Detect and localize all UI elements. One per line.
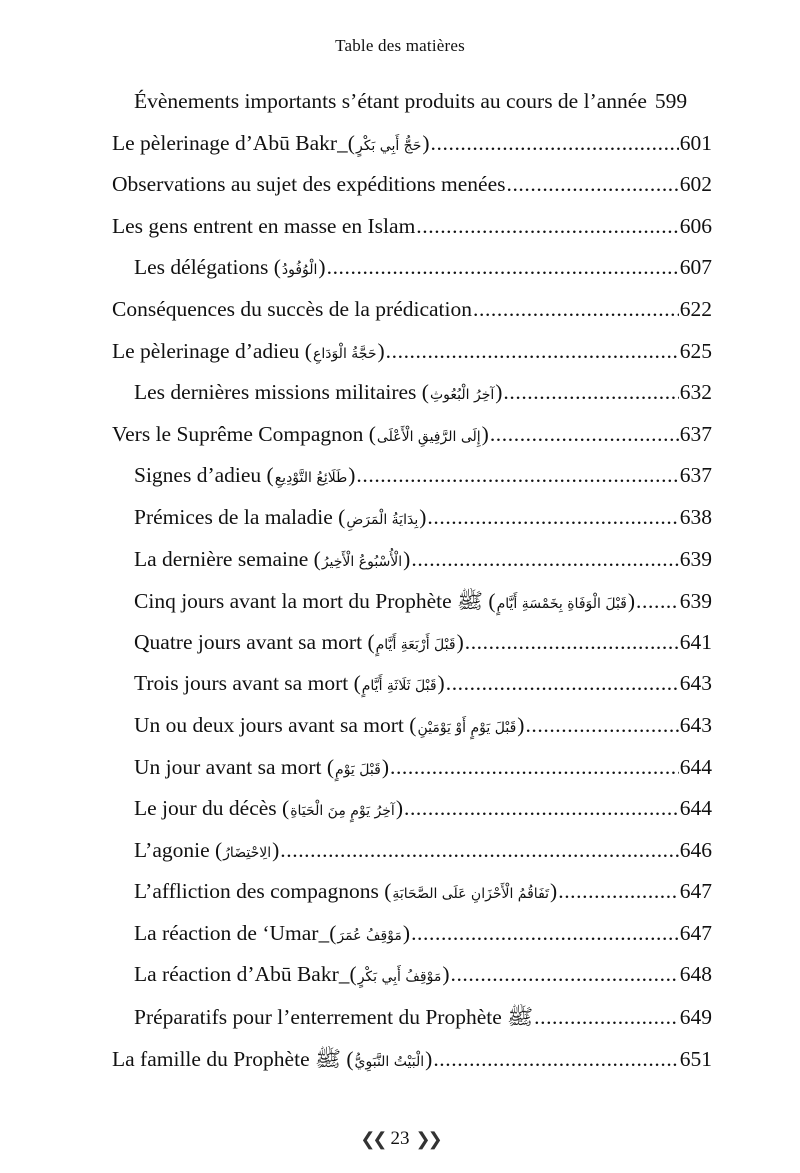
dot-leader — [411, 547, 678, 572]
toc-entry-arabic: إِلَى الرَّفِيقِ الْأَعْلَى — [376, 428, 481, 445]
toc-entry-page: 637 — [679, 463, 712, 488]
toc-entry[interactable] — [112, 588, 712, 630]
toc-entry-paren: ) — [437, 671, 445, 696]
toc-entry[interactable] — [112, 463, 712, 505]
toc-entry-paren: ) — [517, 712, 525, 737]
dot-leader — [433, 1047, 678, 1072]
toc-entry-page: 647 — [679, 879, 712, 904]
toc-entry[interactable] — [112, 796, 712, 838]
toc-entry[interactable] — [112, 630, 712, 672]
toc-entry-title: Le pèlerinage d’Abū Bakr ̲ ( — [112, 130, 355, 155]
toc-entry[interactable] — [112, 255, 712, 297]
toc-entry-paren: ) — [377, 338, 385, 363]
toc-entry-paren: ) — [481, 421, 489, 446]
toc-entry[interactable] — [112, 547, 712, 589]
toc-entry-paren: ) — [395, 796, 403, 821]
toc-entry-title: Les délégations ( — [134, 255, 281, 280]
toc-entry-arabic: قَبْلَ أَرْبَعَةِ أَيَّامٍ — [375, 636, 456, 653]
toc-entry-title: Signes d’adieu ( — [134, 463, 274, 488]
toc-entry-arabic: آخِرُ يَوْمٍ مِنَ الْحَيَاةِ — [290, 803, 395, 820]
dot-leader — [534, 1005, 679, 1030]
toc-entry-page: 643 — [679, 712, 712, 737]
toc-entry-arabic: آخِرُ الْبُعُوثِ — [429, 387, 495, 404]
toc-entry-page: 607 — [679, 255, 712, 280]
toc-entry[interactable] — [112, 214, 712, 256]
dot-leader — [411, 921, 679, 946]
toc-entry-title: Préparatifs pour l’enterrement du Prophète ﷺ — [134, 1005, 534, 1030]
toc-entry[interactable] — [112, 89, 712, 131]
dot-leader — [558, 879, 679, 904]
left-ornament-icon: ❮❮ — [360, 1128, 385, 1149]
toc-entry-arabic: الِاحْتِضَارُ — [223, 844, 272, 861]
toc-entry-title: La réaction d’Abū Bakr ̲ ( — [134, 962, 357, 987]
toc-entry-page: 643 — [679, 671, 712, 696]
toc-entry[interactable] — [112, 172, 712, 214]
toc-entry-page: 632 — [679, 380, 712, 405]
toc-entry[interactable] — [112, 1004, 712, 1046]
toc-entry-paren: ) — [348, 463, 356, 488]
toc-entry-page: 637 — [679, 421, 712, 446]
dot-leader — [525, 713, 678, 738]
toc-entry-paren: ) — [495, 380, 503, 405]
toc-entry-paren: ) — [403, 546, 411, 571]
toc-entry-title: Le jour du décès ( — [134, 796, 290, 821]
toc-entry-arabic: الْأُسْبُوعُ الْأَخِيرُ — [321, 553, 403, 570]
toc-entry-paren: ) — [318, 255, 326, 280]
toc-entry-paren: ) — [402, 920, 411, 945]
dot-leader — [450, 962, 678, 987]
toc-entry-page: 649 — [679, 1005, 712, 1030]
toc-entry-paren: ) — [550, 879, 558, 904]
toc-entry-paren: ) — [422, 130, 430, 155]
toc-entry-arabic: حَجَّةُ الْوَدَاعِ — [312, 345, 377, 362]
table-of-contents — [112, 89, 712, 1087]
toc-entry[interactable] — [112, 380, 712, 422]
toc-entry[interactable] — [112, 339, 712, 381]
toc-entry-arabic: قَبْلَ الْوَفَاةِ بِخَمْسَةِ أَيَّامٍ — [496, 596, 627, 613]
toc-entry-page: 622 — [679, 296, 712, 321]
toc-entry-page: 644 — [679, 796, 712, 821]
toc-entry-page: 638 — [679, 504, 712, 529]
toc-entry-arabic: تَفَاقُمُ الْأَحْزَانِ عَلَى الصَّحَابَةِ — [392, 886, 550, 903]
toc-entry-page: 639 — [679, 546, 712, 571]
dot-leader — [636, 589, 679, 614]
toc-entry-title: Prémices de la maladie ( — [134, 504, 346, 529]
toc-entry-title: La dernière semaine ( — [134, 546, 321, 571]
dot-leader — [431, 131, 679, 156]
toc-entry-title: Les gens entrent en masse en Islam — [112, 213, 416, 238]
toc-entry-page: 646 — [679, 837, 712, 862]
dot-leader — [280, 838, 678, 863]
toc-entry[interactable] — [112, 962, 712, 1004]
toc-entry[interactable] — [112, 1046, 712, 1088]
toc-entry-paren: ) — [456, 629, 464, 654]
toc-entry-arabic: بِدَايَةُ الْمَرَضِ — [346, 511, 419, 528]
toc-entry[interactable] — [112, 921, 712, 963]
dot-leader — [356, 463, 678, 488]
right-ornament-icon: ❯❯ — [415, 1128, 440, 1149]
toc-entry-arabic: قَبْلَ يَوْمٍ أَوْ يَوْمَيْنِ — [417, 719, 517, 736]
toc-entry-title: La famille du Prophète ﷺ ( — [112, 1046, 354, 1071]
toc-entry-page: 651 — [679, 1046, 712, 1071]
toc-entry-page: 602 — [679, 172, 712, 197]
toc-entry-page: 641 — [679, 629, 712, 654]
toc-entry-title: Le pèlerinage d’adieu ( — [112, 338, 312, 363]
toc-entry-paren: ) — [419, 504, 427, 529]
toc-entry-title: Vers le Suprême Compagnon ( — [112, 421, 376, 446]
toc-entry-title: La réaction de ‘Umar ̲ ( — [134, 920, 337, 945]
page-footer — [0, 1128, 800, 1150]
dot-leader — [503, 380, 678, 405]
toc-entry-page: 606 — [679, 213, 712, 238]
toc-entry-title: Un ou deux jours avant sa mort ( — [134, 712, 417, 737]
toc-entry[interactable] — [112, 755, 712, 797]
dot-leader — [506, 172, 678, 197]
toc-entry[interactable] — [112, 713, 712, 755]
toc-entry[interactable] — [112, 505, 712, 547]
toc-entry[interactable] — [112, 671, 712, 713]
toc-entry-arabic: قَبْلَ يَوْمٍ — [335, 761, 381, 778]
dot-leader — [465, 630, 679, 655]
dot-leader — [446, 671, 679, 696]
toc-entry-title: Un jour avant sa mort ( — [134, 754, 335, 779]
toc-entry-arabic: مَوْقِفُ أَبِي بَكْرٍ — [357, 969, 442, 986]
toc-entry-title: Cinq jours avant la mort du Prophète ﷺ ( — [134, 589, 496, 614]
toc-entry-page: 639 — [679, 589, 712, 614]
dot-leader — [327, 255, 679, 280]
dot-leader — [416, 214, 678, 239]
toc-entry-title: L’agonie ( — [134, 837, 223, 862]
toc-entry-title: Observations au sujet des expéditions menées — [112, 172, 506, 197]
toc-entry-title: Trois jours avant sa mort ( — [134, 671, 361, 696]
toc-entry-title: L’affliction des compagnons ( — [134, 879, 392, 904]
dot-leader — [427, 505, 678, 530]
toc-entry[interactable] — [112, 422, 712, 464]
toc-entry-page: 625 — [679, 338, 712, 363]
toc-entry[interactable] — [112, 838, 712, 880]
toc-entry-arabic: مَوْقِفُ عُمَرَ — [337, 927, 402, 944]
toc-entry[interactable] — [112, 131, 712, 173]
toc-entry-arabic: حَجُّ أَبِي بَكْرٍ — [355, 137, 422, 154]
dot-leader — [386, 339, 679, 364]
toc-entry-paren: ) — [381, 754, 389, 779]
toc-entry-paren: ) — [442, 962, 450, 987]
toc-entry-title: Les dernières missions militaires ( — [134, 380, 429, 405]
toc-entry-arabic: الْبَيْتُ النَّبَوِيُّ — [354, 1053, 425, 1070]
toc-entry-title: Quatre jours avant sa mort ( — [134, 629, 375, 654]
toc-entry-paren: ) — [627, 589, 636, 614]
toc-entry-title: Évènements importants s’étant produits au cours de l’année — [134, 89, 647, 113]
dot-leader — [390, 755, 679, 780]
toc-entry-arabic: قَبْلَ ثَلَاثَةِ أَيَّامٍ — [361, 678, 437, 695]
dot-leader — [404, 796, 679, 821]
toc-entry[interactable] — [112, 297, 712, 339]
toc-entry-paren: ) — [272, 837, 280, 862]
running-header: Table des matières — [335, 36, 465, 55]
toc-entry-paren: ) — [425, 1046, 433, 1071]
page-number: 23 — [390, 1128, 410, 1149]
dot-leader — [473, 297, 679, 322]
toc-entry-page: 648 — [679, 962, 712, 987]
toc-entry-page: 601 — [679, 130, 712, 155]
toc-entry-title: Conséquences du succès de la prédication — [112, 296, 472, 321]
dot-leader — [490, 422, 679, 447]
toc-entry[interactable] — [112, 879, 712, 921]
toc-entry-arabic: الْوُفُودُ — [281, 262, 318, 279]
toc-entry-page: 644 — [679, 754, 712, 779]
toc-entry-arabic: طَلَائِعُ التَّوْدِيعِ — [274, 470, 348, 487]
toc-entry-page: 599 — [654, 89, 688, 113]
toc-entry-page: 647 — [679, 920, 712, 945]
